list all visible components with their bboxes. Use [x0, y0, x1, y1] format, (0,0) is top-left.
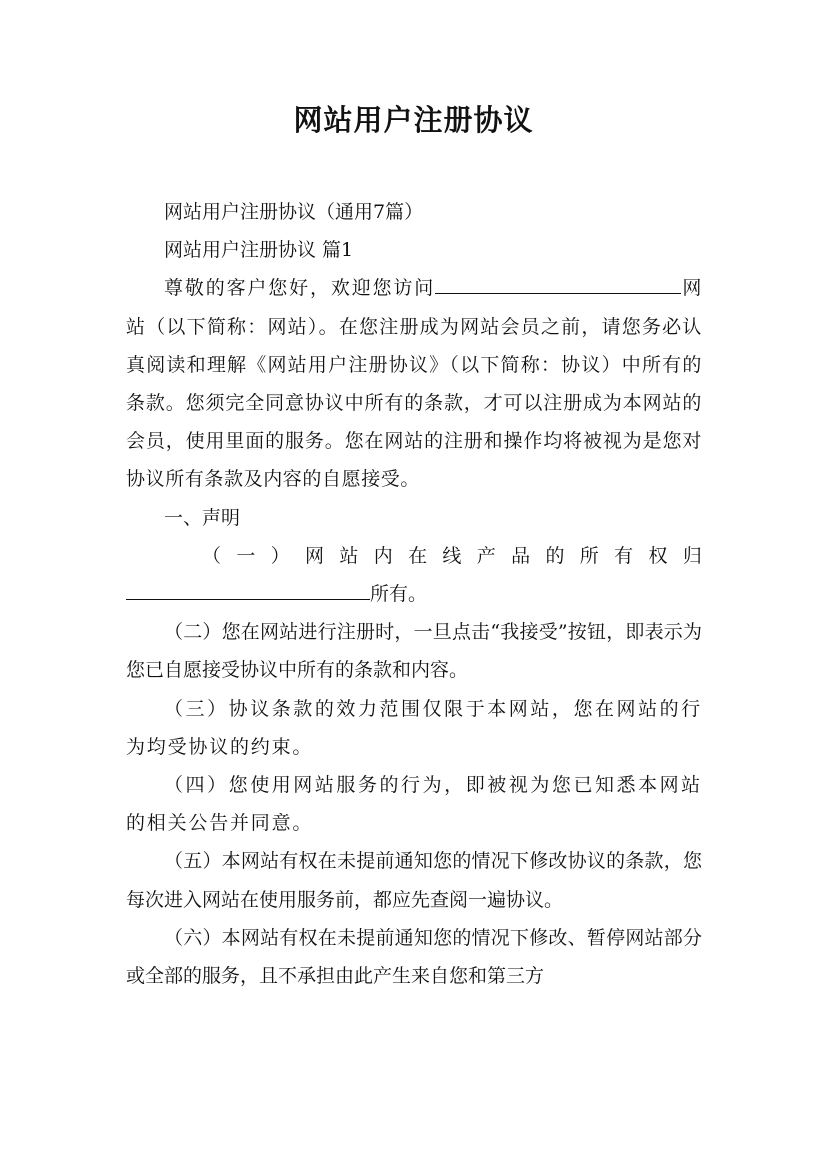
clause-1-char: 网: [305, 544, 325, 567]
clause-1-line: [126, 537, 702, 575]
clause-1-char: 归: [682, 544, 702, 567]
document-subtitle: 网站用户注册协议（通用7篇）: [164, 201, 424, 223]
clause-1-char: 品: [511, 544, 531, 567]
clause-1-char: 内: [373, 544, 393, 567]
clause-1-char: 站: [339, 544, 359, 567]
clause-1-char: 的: [545, 544, 565, 567]
document-body: [126, 193, 702, 995]
intro-text-rest: 网站（以下简称：网站）。在您注册成为网站会员之前，请您务必认真阅读和理解《网站用户注册协议》（以下简称：协议）中所有的条款。您须完全同意协议中所有的条款，才可以注册成为本网站的会员，使用里面的服务。您在网站的注册和操作均将被视为是您对协议所有条款及内容的自愿接受。: [126, 277, 702, 491]
clause-2: （二）您在网站进行注册时，一旦点击“我接受”按钮，即表示为您已自愿接受协议中所有的条款和内容。: [126, 621, 702, 682]
clause-1-char: 线: [442, 544, 462, 567]
owner-blank: [126, 575, 370, 600]
clause-1-char: 所: [579, 544, 599, 567]
clause-1-char: ）: [270, 544, 290, 567]
clause-6: （六）本网站有权在未提前通知您的情况下修改、暂停网站部分或全部的服务，且不承担由此产生来自您和第三方: [126, 926, 702, 988]
clause-1-second-line: [126, 575, 702, 613]
clause-1-end: 所有。: [370, 583, 428, 606]
clause-1-char: 在: [408, 544, 428, 567]
intro-text-start: 尊敬的客户您好，欢迎您访问: [164, 277, 436, 300]
clause-1-char: 权: [648, 544, 668, 567]
clause-3: （三）协议条款的效力范围仅限于本网站，您在网站的行为均受协议的约束。: [126, 697, 702, 758]
document-title: 网站用户注册协议: [293, 103, 534, 137]
clause-1-char: 有: [614, 544, 634, 567]
clause-5: （五）本网站有权在未提前通知您的情况下修改协议的条款，您每次进入网站在使用服务前，都应先查阅一遍协议。: [126, 850, 702, 911]
clause-4: （四）您使用网站服务的行为，即被视为您已知悉本网站的相关公告并同意。: [126, 774, 702, 835]
clause-1-char: （: [202, 544, 222, 567]
intro-paragraph: [126, 269, 702, 498]
declaration-heading: 一、声明: [164, 506, 241, 529]
clause-1: [126, 537, 702, 613]
website-name-blank: [435, 269, 681, 294]
clause-1-char: 产: [476, 544, 496, 567]
section-heading: 网站用户注册协议 篇1: [164, 239, 354, 262]
clause-1-char: 一: [236, 544, 256, 567]
